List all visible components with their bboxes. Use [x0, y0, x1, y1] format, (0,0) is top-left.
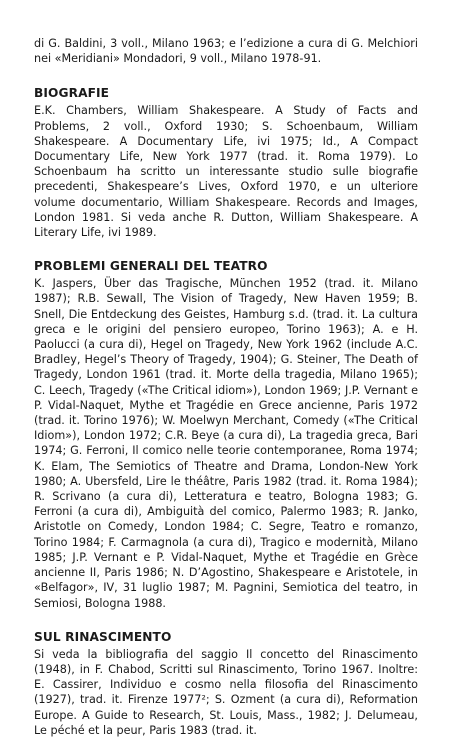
section-heading-biografie: BIOGRAFIE: [34, 86, 110, 101]
document-page: [34, 36, 418, 738]
section-heading-rinascimento: SUL RINASCIMENTO: [34, 629, 172, 644]
section-text-biografie: E.K. Chambers, William Shakespeare. A Study of Facts and Problems, 2 voll., Oxford 1930; S. Schoenbaum, William Shakespeare. A Documentary Life, ivi 1975; Id., A Compact Documentary Life, New York 1977 (trad. it. Roma 1979). Lo Schoenbaum ha scritto un interessante studio sulle biografie precedenti, Shakespeare’s Lives, Oxford 1970, e un ulteriore volume documentario, William Shakespeare. Records and Images, London 1981. Si veda anche R. Dutton, William Shakespeare. A Literary Life, ivi 1989.: [34, 104, 418, 240]
section-text-rinascimento: Si veda la bibliografia del saggio Il concetto del Rinascimento (1948), in F. Chabod, Scritti sul Rinascimento, Torino 1967. Inoltre: E. Cassirer, Individuo e cosmo nella filosofia del Rinascimento (1927), trad. it. Firenze 1977²; S. Ozment (a cura di), Reformation Europe. A Guide to Research, St. Louis, Mass., 1982; J. Delumeau, Le péché et la peur, Paris 1983 (trad. it.: [34, 647, 418, 737]
section-text-problemi-generali: K. Jaspers, Über das Tragische, München 1952 (trad. it. Milano 1987); R.B. Sewall, The Vision of Tragedy, New Haven 1959; B. Snell, Die Entdeckung des Geistes, Hamburg s.d. (trad. it. La cultura greca e le origini del pensiero europeo, Torino 1963); A. e H. Paolucci (a cura di), Hegel on Tragedy, New York 1962 (include A.C. Bradley, Hegel’s Theory of Tragedy, 1904); G. Steiner, The Death of Tragedy, London 1961 (trad. it. Morte della tragedia, Milano 1965); C. Leech, Tragedy («The Critical idiom»), London 1969; J.P. Vernant e P. Vidal-Naquet, Mythe et Tragédie en Grece ancienne, Paris 1972 (trad. it. Torino 1976); W. Moelwyn Merchant, Comedy («The Critical Idiom»), London 1972; C.R. Beye (a cura di), La tragedia greca, Bari 1974; G. Ferroni, Il comico nelle teorie contemporanee, Roma 1974; K. Elam, The Semiotics of Theatre and Drama, London-New York 1980; A. Ubersfeld, Lire le théâtre, Paris 1982 (trad. it. Roma 1984); R. Scrivano (a cura di), Letteratura e teatro, Bologna 1983; G. Ferroni (a cura di), Ambiguità del comico, Palermo 1983; R. Janko, Aristotle on Comedy, London 1984; C. Segre, Teatro e romanzo, Torino 1984; F. Carmagnola (a cura di), Tragico e modernità, Milano 1985; J.P. Vernant e P. Vidal-Naquet, Mythe et Tragédie en Grèce ancienne II, Paris 1986; N. D’Agostino, Shakespeare e Aristotele, in «Belfagor», IV, 31 luglio 1987; M. Pagnini, Semiotica del teatro, in Semiosi, Bologna 1988.: [34, 277, 418, 610]
intro-paragraph: di G. Baldini, 3 voll., Milano 1963; e l’edizione a cura di G. Melchiori nei «Meridiani» Mondadori, 9 voll., Milano 1978-91.: [34, 37, 418, 66]
section-heading-problemi-generali: PROBLEMI GENERALI DEL TEATRO: [34, 259, 268, 274]
